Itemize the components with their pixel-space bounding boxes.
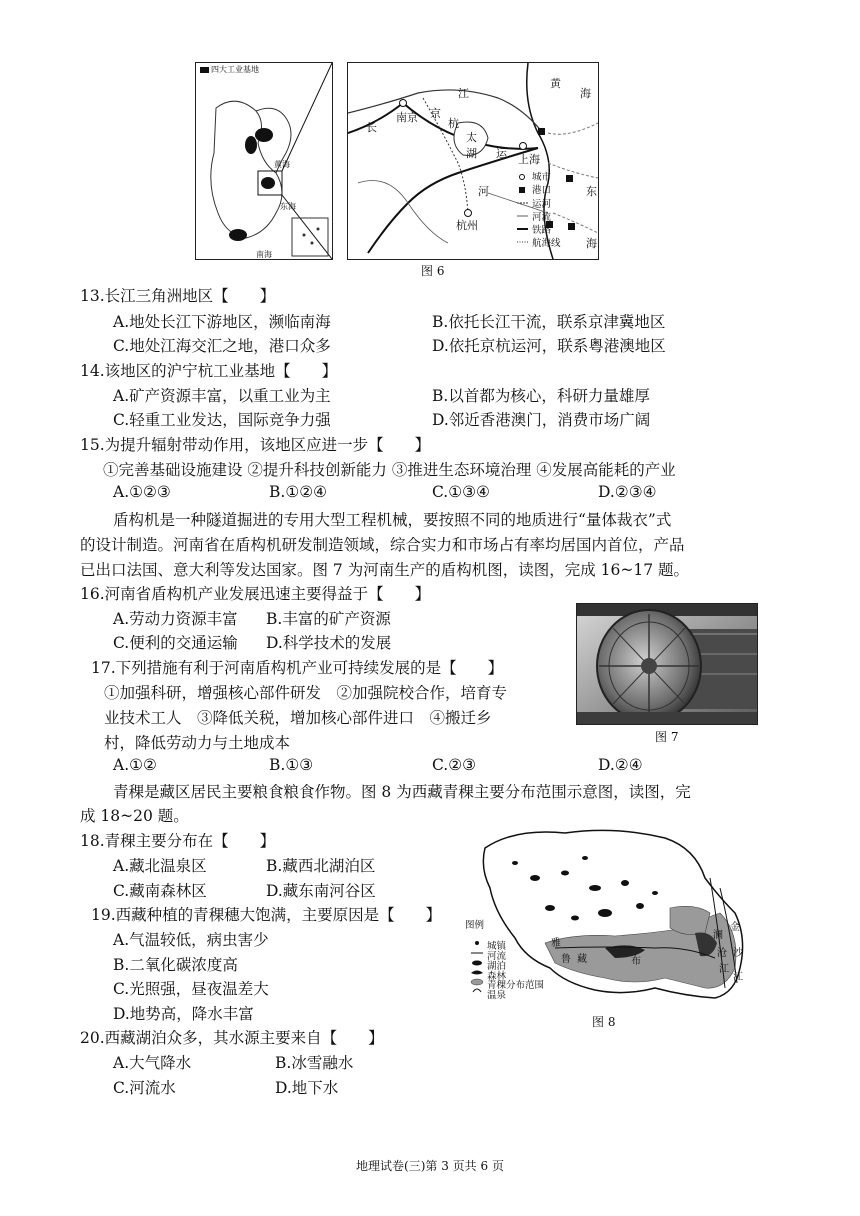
q18-stem: 18.青稞主要分布在【 】 xyxy=(80,832,276,850)
q17-option-d[interactable]: D.②④ xyxy=(598,756,643,774)
q19-option-a[interactable]: A.气温较低，病虫害少 xyxy=(113,931,269,949)
fig8-legend-lake: 湖泊 xyxy=(487,961,507,972)
legend-railway: 铁路 xyxy=(532,225,552,236)
inset-legend-label: 四大工业基地 xyxy=(211,65,259,74)
q19-stem: 19.西藏种植的青稞穗大饱满，主要原因是【 】 xyxy=(91,906,442,924)
q20-option-c[interactable]: C.河流水 xyxy=(113,1079,176,1097)
legend-shipping: 航海线 xyxy=(532,238,561,249)
map-label-hai1: 海 xyxy=(580,87,591,100)
q15-option-a[interactable]: A.①②③ xyxy=(113,483,171,501)
fig8-label-lu: 鲁 xyxy=(561,954,571,965)
q14-stem: 14.该地区的沪宁杭工业基地【 】 xyxy=(80,362,338,380)
q18-option-b[interactable]: B.藏西北湖泊区 xyxy=(266,857,376,875)
q13-stem: 13.长江三角洲地区【 】 xyxy=(80,287,276,305)
q16-option-c[interactable]: C.便利的交通运输 xyxy=(113,634,238,652)
passage1-line1: 盾构机是一种隧道掘进的专用大型工程机械，要按照不同的地质进行“量体裁衣”式 xyxy=(113,511,672,529)
fig8-label-ya: 雅 xyxy=(551,938,561,949)
legend-port: 港口 xyxy=(532,185,552,196)
q13-option-b[interactable]: B.依托长江干流，联系京津冀地区 xyxy=(432,313,666,331)
map-label-hu: 湖 xyxy=(466,147,477,160)
passage2-line1: 青稞是藏区居民主要粮食粮食作物。图 8 为西藏青稞主要分布范围示意图，读图，完 xyxy=(113,783,691,801)
q16-option-a[interactable]: A.劳动力资源丰富 xyxy=(113,610,238,628)
fig8-legend-hotspring: 温泉 xyxy=(487,990,507,1001)
q14-option-a[interactable]: A.矿产资源丰富，以重工业为主 xyxy=(113,387,331,405)
map-label-tai: 太 xyxy=(466,131,477,144)
legend-river: 河流 xyxy=(532,212,552,223)
q17-option-b[interactable]: B.①③ xyxy=(269,756,314,774)
fig8-label-zang: 藏 xyxy=(577,954,587,965)
china-inset-map xyxy=(196,63,332,259)
q17-option-a[interactable]: A.①② xyxy=(113,756,157,774)
q19-option-c[interactable]: C.光照强，昼夜温差大 xyxy=(113,980,269,998)
map-label-jiang: 江 xyxy=(458,87,469,100)
figure6-caption: 图 6 xyxy=(421,264,445,278)
q16-option-b[interactable]: B.丰富的矿产资源 xyxy=(266,610,391,628)
fig8-legend-town: 城镇 xyxy=(487,941,507,952)
figure6-main-map xyxy=(347,62,599,260)
fig8-legend-barley: 青稞分布范围 xyxy=(487,980,545,991)
q19-option-b[interactable]: B.二氧化碳浓度高 xyxy=(113,956,238,974)
map-label-shanghai: 上海 xyxy=(518,153,540,166)
q17-items-line3: 村，降低劳动力与土地成本 xyxy=(104,734,291,752)
q20-option-b[interactable]: B.冰雪融水 xyxy=(275,1054,354,1072)
figure7-caption: 图 7 xyxy=(655,730,679,744)
map-label-chang: 长 xyxy=(366,121,377,134)
passage2-line2: 成 18~20 题。 xyxy=(80,807,189,825)
fig8-label-jiang: 江 xyxy=(733,972,743,983)
q13-option-a[interactable]: A.地处长江下游地区，濒临南海 xyxy=(113,313,331,331)
map-label-huang: 黄 xyxy=(550,77,561,90)
fig8-label-jin: 金 xyxy=(730,922,740,933)
q15-option-b[interactable]: B.①②④ xyxy=(269,483,328,501)
page-footer: 地理试卷(三)第 3 页共 6 页 xyxy=(356,1159,504,1173)
passage1-line3: 已出口法国、意大利等发达国家。图 7 为河南生产的盾构机图，读图，完成 16~17 题。 xyxy=(80,561,690,579)
figure7-photo xyxy=(576,603,758,725)
map-label-jing: 京 xyxy=(430,107,441,120)
q13-option-c[interactable]: C.地处江海交汇之地，港口众多 xyxy=(113,337,331,355)
q15-option-d[interactable]: D.②③④ xyxy=(598,483,657,501)
map-label-yun: 运 xyxy=(496,147,507,160)
q17-items-line2: 业技术工人 ③降低关税，增加核心部件进口 ④搬迁乡 xyxy=(104,709,492,727)
figure8-caption: 图 8 xyxy=(592,1015,616,1029)
q14-option-c[interactable]: C.轻重工业发达，国际竞争力强 xyxy=(113,411,331,429)
q15-option-c[interactable]: C.①③④ xyxy=(432,483,490,501)
passage1-line2: 的设计制造。河南省在盾构机研发制造领域，综合实力和市场占有率均居国内首位，产品 xyxy=(80,536,685,554)
map-label-he: 河 xyxy=(478,185,489,198)
inset-label-donghai: 东海 xyxy=(280,202,296,211)
q15-items: ①完善基础设施建设 ②提升科技创新能力 ③推进生态环境治理 ④发展高能耗的产业 xyxy=(103,461,676,479)
figure6-inset-map xyxy=(195,62,333,260)
legend-city: 城市 xyxy=(532,172,552,183)
map-label-hai2: 海 xyxy=(586,237,597,250)
q14-option-b[interactable]: B.以首都为核心，科研力量雄厚 xyxy=(432,387,650,405)
q18-option-d[interactable]: D.藏东南河谷区 xyxy=(266,882,376,900)
fig8-label-sha: 沙 xyxy=(733,948,743,959)
q15-stem: 15.为提升辐射带动作用，该地区应进一步【 】 xyxy=(80,436,431,454)
q16-stem: 16.河南省盾构机产业发展迅速主要得益于【 】 xyxy=(80,585,431,603)
fig8-legend-river: 河流 xyxy=(487,951,507,962)
figure8-map xyxy=(455,818,755,1008)
map-label-hangzhou: 杭州 xyxy=(456,219,478,232)
fig8-label-bu: 布 xyxy=(631,956,641,967)
fig8-legend-forest: 森林 xyxy=(487,971,507,982)
q19-option-d[interactable]: D.地势高，降水丰富 xyxy=(113,1005,254,1023)
fig8-label-lan: 澜 xyxy=(713,930,723,941)
map-label-dong: 东 xyxy=(586,185,597,198)
q17-stem: 17.下列措施有利于河南盾构机产业可持续发展的是【 】 xyxy=(91,659,504,677)
q17-option-c[interactable]: C.②③ xyxy=(432,756,477,774)
fig8-label-jiang2: 江 xyxy=(719,964,729,975)
tunnel-boring-machine-image xyxy=(577,604,757,724)
map-label-hang: 杭 xyxy=(448,117,459,130)
inset-label-nanhai: 南海 xyxy=(256,250,272,259)
q20-option-d[interactable]: D.地下水 xyxy=(275,1079,339,1097)
q17-items-line1: ①加强科研，增强核心部件研发 ②加强院校合作，培育专 xyxy=(104,684,508,702)
fig8-legend-title: 图例 xyxy=(465,920,485,931)
q18-option-a[interactable]: A.藏北温泉区 xyxy=(113,857,207,875)
q16-option-d[interactable]: D.科学技术的发展 xyxy=(266,634,392,652)
q18-option-c[interactable]: C.藏南森林区 xyxy=(113,882,207,900)
inset-label-huanghai: 黄海 xyxy=(274,160,290,169)
fig8-label-cang: 沧 xyxy=(717,948,727,959)
legend-canal: 运河 xyxy=(532,199,552,210)
q13-option-d[interactable]: D.依托京杭运河，联系粤港澳地区 xyxy=(432,337,666,355)
q14-option-d[interactable]: D.邻近香港澳门，消费市场广阔 xyxy=(432,411,651,429)
map-label-nanjing: 南京 xyxy=(396,111,418,124)
q20-stem: 20.西藏湖泊众多，其水源主要来自【 】 xyxy=(80,1029,384,1047)
q20-option-a[interactable]: A.大气降水 xyxy=(113,1054,192,1072)
